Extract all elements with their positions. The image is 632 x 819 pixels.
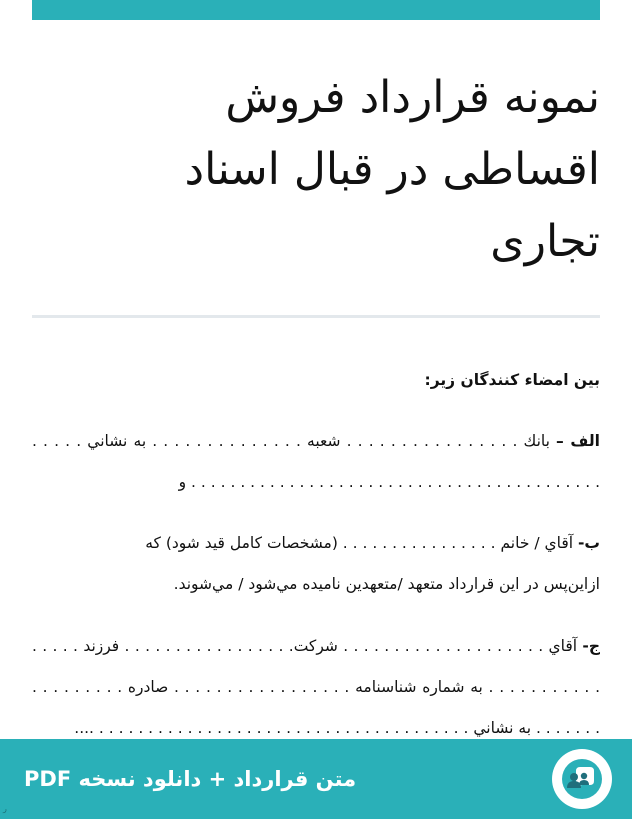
party-b-line-1 [32,523,600,564]
page-title [40,62,600,278]
download-banner[interactable] [0,739,632,819]
party-c-line-3: . . . . . . . به نشاني . . . . . . . . . . . . . . . . . . . . . . . . . . . . . . . . . . . . . . .... [74,719,600,737]
intro-text: بين امضاء كنندگان زير: [424,371,600,389]
top-accent-bar [32,0,600,20]
title-line-2: اقساطی در قبال اسناد [184,144,600,195]
party-a-line-2: . . . . . . . . . . . . . . . . . . . . . . . . . . . . . . . . . . . . . . . . . . و [178,473,600,491]
party-c-paragraph [32,626,600,749]
title-line-3: تجاری [490,216,600,267]
party-a-label: الف – [556,432,600,450]
party-b-paragraph [32,523,600,605]
party-c-line-2: . . . . . . . . . . . به شماره شناسنامه . . . . . . . . . . . . . . . . . صادره . . . . . . . . . [32,678,600,696]
party-b-line-2: ازاين‌پس در اين قرارداد متعهد /متعهدين ناميده مي‌شود / مي‌شوند. [173,575,600,593]
corner-mark: ر [3,804,7,813]
party-a-line-1 [32,421,600,462]
party-a-text-1: بانك . . . . . . . . . . . . . . . . شعبه . . . . . . . . . . . . . . به نشاني . . . . . [32,432,557,450]
title-line-1: نمونه قرارداد فروش [225,72,600,123]
party-c-label: ج- [582,637,600,655]
party-b-label: ب- [577,534,600,552]
party-b-text-1: آقاي / خانم . . . . . . . . . . . . . . . . (مشخصات كامل قيد شود) كه [145,534,578,552]
people-chat-icon [552,749,612,809]
party-c-line-1 [32,626,600,667]
party-c-text-1: آقاي . . . . . . . . . . . . . . . . . . . . شركت. . . . . . . . . . . . . . . . . فرزند . . . . . [32,637,583,655]
title-divider [32,315,600,318]
party-a-paragraph [32,421,600,503]
download-banner-text[interactable]: متن قرارداد + دانلود نسخه PDF [24,767,357,791]
contract-body [32,360,600,749]
